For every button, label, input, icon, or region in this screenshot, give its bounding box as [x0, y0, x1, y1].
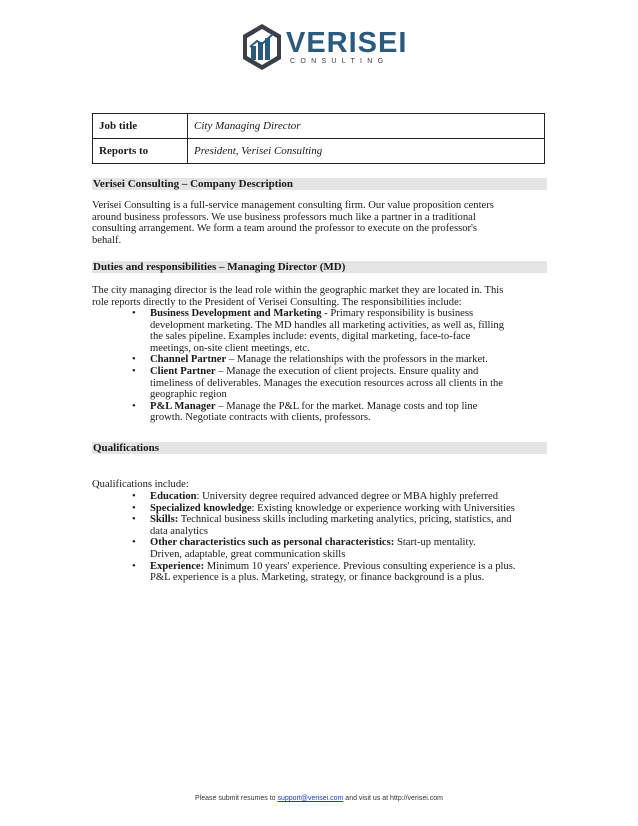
qualifications-list	[132, 491, 542, 584]
bullet-icon: •	[132, 491, 136, 502]
logo-wordmark: VERISEI	[286, 27, 408, 59]
logo-emblem-icon	[240, 22, 284, 72]
reports-to-value: President, Verisei Consulting	[188, 139, 545, 164]
footer: Please submit resumes to support@verisei.com and visit us at http://verisei.com	[195, 795, 443, 802]
bullet-icon: •	[132, 400, 136, 412]
table-row	[93, 114, 545, 139]
experience-line-1: Minimum 10 years' experience. Previous consulting experience is a plus.	[204, 560, 516, 572]
job-title-value: City Managing Director	[188, 114, 545, 139]
logo-tagline: CONSULTING	[290, 58, 389, 65]
list-item: • Business Development and Marketing - Primary responsibility is business development marketing. The MD handles all marketing activities, as well as, filling the sales pipeline. Examples include: events, digital marketing, face-to-face meetings, on-site client meetings, etc.	[132, 308, 505, 354]
verisei-logo	[240, 22, 408, 74]
bullet-icon: •	[132, 308, 136, 319]
list-item: • Client Partner – Manage the execution of client projects. Ensure quality and timeliness of deliverables. Manages the execution resources across all clients in the geographic region	[132, 365, 504, 401]
company-description-text: Verisei Consulting is a full-service management consulting firm. Our value proposition centers around business professors. We use business professors much like a partner in a traditional consulting arrangement. We form a team around the professor to execute on the professor's behalf.	[92, 200, 494, 246]
list-item: • P&L Manager – Manage the P&L for the market. Manage costs and top line growth. Negotiate contracts with clients, professors.	[132, 400, 478, 424]
list-item: • Other characteristics such as personal characteristics: Start-up mentality. Driven, adaptable, great communication skills	[132, 537, 476, 560]
bullet-icon: •	[132, 537, 136, 549]
bullet-icon: •	[132, 514, 136, 526]
bullet-icon: •	[132, 502, 136, 514]
list-item: • Channel Partner – Manage the relationships with the professors in the market.	[132, 354, 488, 366]
duties-heading: Duties and responsibilities – Managing Director (MD)	[92, 261, 547, 273]
qualifications-heading: Qualifications	[92, 442, 547, 454]
bullet-icon: •	[132, 560, 136, 572]
reports-to-label: Reports to	[93, 139, 188, 164]
job-title-label: Job title	[93, 114, 188, 139]
bullet-icon: •	[132, 354, 136, 366]
experience-line-2: P&L experience is a plus. Marketing, strategy, or finance background is a plus.	[150, 572, 485, 584]
list-item: • Skills: Technical business skills including marketing analytics, pricing, statistics, and data analytics	[132, 514, 512, 537]
qualifications-intro: Qualifications include:	[92, 479, 189, 490]
bullet-icon: •	[132, 365, 136, 377]
duties-intro: The city managing director is the lead role within the geographic market they are located in. This role reports directly to the President of Verisei Consulting. The responsibilities include:	[92, 285, 504, 308]
job-info-table	[92, 113, 545, 164]
list-item: • Specialized knowledge: Existing knowledge or experience working with Universities	[132, 502, 515, 514]
support-email-link[interactable]: support@verisei.com	[277, 795, 344, 802]
company-description-heading: Verisei Consulting – Company Description	[92, 178, 547, 190]
list-item: • Education: University degree required advanced degree or MBA highly preferred	[132, 491, 499, 502]
duties-list	[132, 308, 542, 424]
list-item: • Experience: Minimum 10 years' experience. Previous consulting experience is a plus. P&L experience is a plus. Marketing, strategy, or finance background is a plus.	[132, 561, 542, 584]
table-row	[93, 139, 545, 164]
